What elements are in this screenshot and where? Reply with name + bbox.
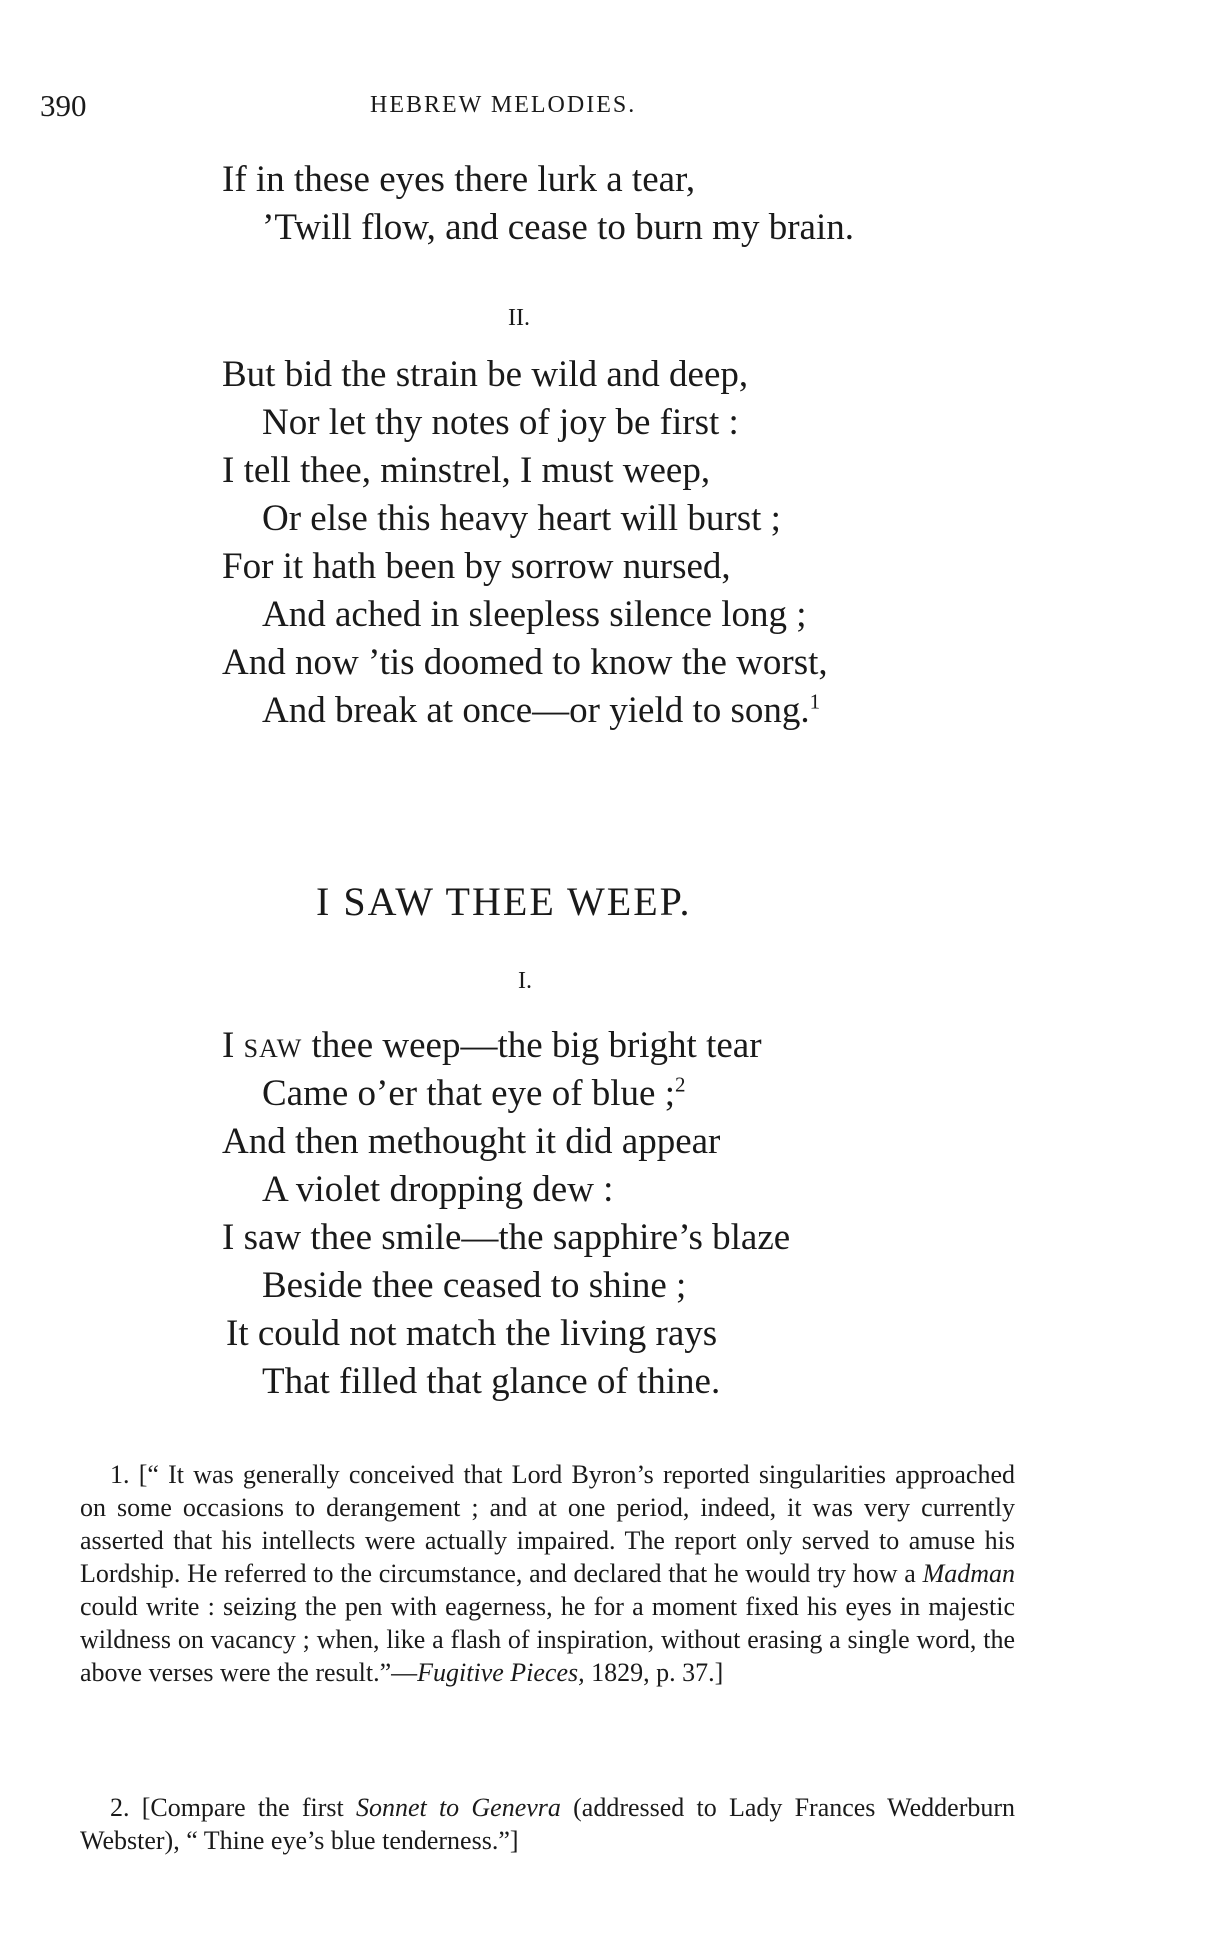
footnote-1-text: 1. [“ It was generally conceived that Lord Byron’s reported singularities approached on some occasions to derangement ; and at one period, indeed, it was very currently asserted that his intellects were actually impaired. The report only served to amuse his Lordship. He referred to the circumstance, and declared that he would try how a: [80, 1460, 1015, 1588]
footnote-2-italic: Sonnet to Genevra: [355, 1793, 561, 1822]
footnote-1-italic: Madman: [922, 1559, 1015, 1588]
verse-line: That filled that glance of thine.: [262, 1361, 721, 1402]
footnote-2: [80, 1791, 1015, 1857]
page-number: 390: [40, 88, 87, 123]
verse-line: And ached in sleepless silence long ;: [262, 594, 807, 635]
verse-line: But bid the strain be wild and deep,: [222, 354, 749, 395]
footnote-1: [80, 1458, 1015, 1689]
verse-line: It could not match the living rays: [226, 1313, 718, 1354]
footnote-marker: 2: [675, 1072, 686, 1097]
footnote-1-text-3: 1829, p. 37.]: [591, 1658, 724, 1687]
verse-text: Came o’er that eye of blue ;: [262, 1073, 675, 1114]
running-title: HEBREW MELODIES.: [370, 92, 637, 118]
stanza-number: I.: [518, 968, 532, 994]
poem-title: I SAW THEE WEEP.: [316, 879, 692, 924]
verse-line: And then methought it did appear: [222, 1121, 721, 1162]
verse-line: [262, 1072, 686, 1115]
verse-line: For it hath been by sorrow nursed,: [222, 546, 731, 587]
verse-line: ’Twill flow, and cease to burn my brain.: [262, 207, 854, 248]
verse-line: I tell thee, minstrel, I must weep,: [222, 450, 711, 491]
footnote-1-text-2: could write : seizing the pen with eagerness, he for a moment fixed his eyes in majestic wildness on vacancy ; when, like a flash of inspiration, without erasing a single word, the above verses were the result.”—: [80, 1592, 1015, 1687]
verse-first-letter: I: [222, 1025, 235, 1066]
verse-line: [262, 689, 820, 732]
verse-line: Beside thee ceased to shine ;: [262, 1265, 687, 1306]
verse-text: thee weep—the big bright tear: [311, 1025, 762, 1066]
verse-text: And break at once—or yield to song.: [262, 690, 810, 731]
footnote-2-text: 2. [Compare the first: [110, 1793, 344, 1822]
verse-line: A violet dropping dew :: [262, 1169, 614, 1210]
verse-small-caps: SAW: [243, 1034, 303, 1063]
verse-line: I saw thee smile—the sapphire’s blaze: [222, 1217, 791, 1258]
verse-line: Nor let thy notes of joy be first :: [262, 402, 739, 443]
verse-line: If in these eyes there lurk a tear,: [222, 159, 696, 200]
verse-line: Or else this heavy heart will burst ;: [262, 498, 781, 539]
verse-line: [222, 1024, 762, 1067]
verse-line: And now ’tis doomed to know the worst,: [222, 642, 828, 683]
footnote-1-italic-2: Fugitive Pieces,: [417, 1658, 585, 1687]
stanza-number: II.: [508, 305, 530, 331]
footnote-marker: 1: [809, 689, 821, 714]
footnote-2-text-2: (addressed to Lady Frances Wedderburn Webster), “ Thine eye’s blue tenderness.”]: [80, 1793, 1016, 1855]
